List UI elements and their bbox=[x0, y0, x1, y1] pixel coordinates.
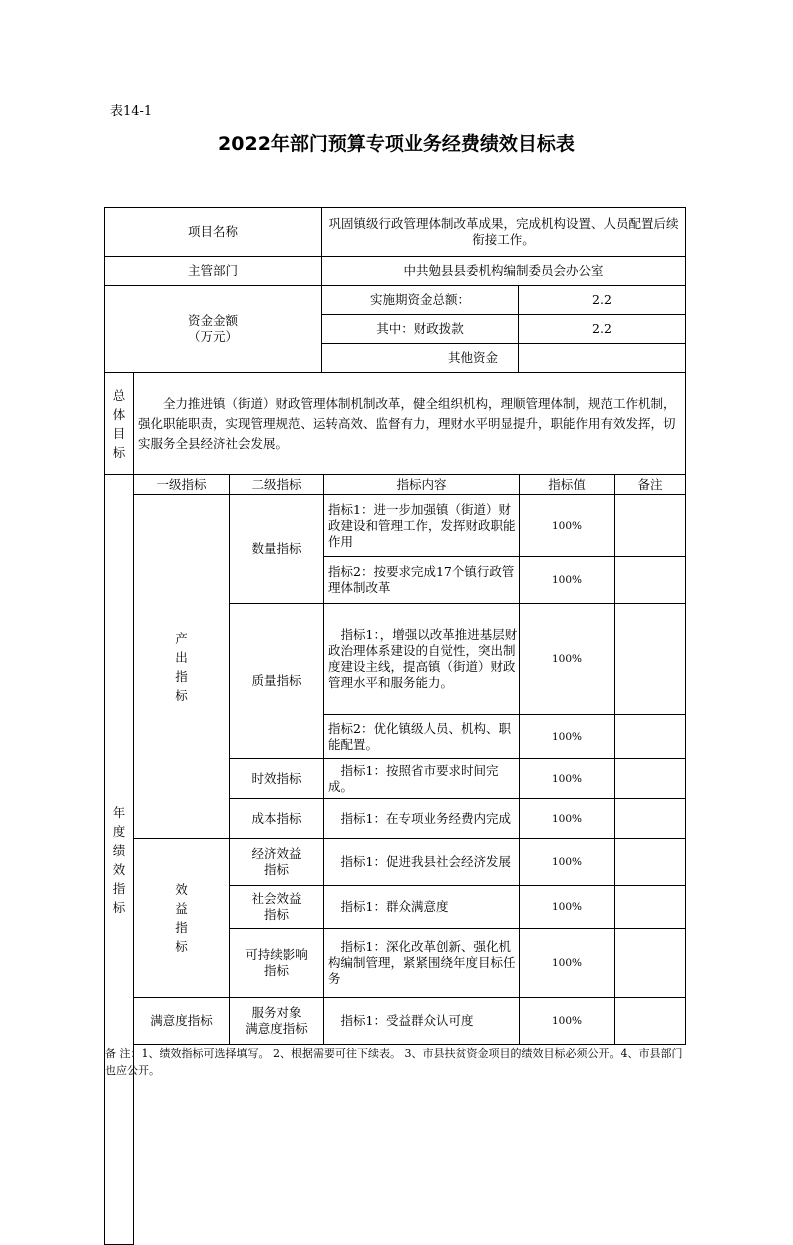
dept-value: 中共勉县县委机构编制委员会办公室 bbox=[321, 256, 686, 286]
table-number: 表14-1 bbox=[110, 104, 153, 119]
row-value: 100% bbox=[519, 798, 615, 839]
row-remark bbox=[614, 928, 686, 998]
l2-quantity: 数量指标 bbox=[229, 494, 324, 604]
l2-quality: 质量指标 bbox=[229, 603, 324, 759]
document-title: 2022年部门预算专项业务经费绩效目标表 bbox=[218, 133, 575, 155]
row-value: 100% bbox=[519, 494, 615, 557]
fund-total-label: 实施期资金总额： bbox=[321, 285, 519, 315]
annual-indicator-label: 年 度 绩 效 指 标 bbox=[104, 474, 134, 1245]
row-remark bbox=[614, 556, 686, 604]
fund-other-value bbox=[518, 343, 686, 373]
header-remark: 备注 bbox=[614, 474, 686, 495]
row-remark bbox=[614, 798, 686, 839]
row-content: 指标1：深化改革创新、强化机构编制管理，紧紧围绕年度目标任务 bbox=[323, 928, 520, 998]
header-content: 指标内容 bbox=[323, 474, 520, 495]
satisfaction-indicator-label: 满意度指标 bbox=[133, 997, 230, 1045]
l2-timeliness: 时效指标 bbox=[229, 758, 324, 799]
row-content: 指标2：优化镇级人员、机构、职能配置。 bbox=[323, 714, 520, 759]
header-value: 指标值 bbox=[519, 474, 615, 495]
row-remark bbox=[614, 603, 686, 715]
row-value: 100% bbox=[519, 556, 615, 604]
dept-label: 主管部门 bbox=[104, 256, 322, 286]
fund-label: 资金金额 （万元） bbox=[104, 285, 322, 373]
fund-fiscal-label: 其中：财政拨款 bbox=[321, 314, 519, 344]
row-content: 指标1：按照省市要求时间完成。 bbox=[323, 758, 520, 799]
l2-social: 社会效益 指标 bbox=[229, 885, 324, 929]
row-remark bbox=[614, 838, 686, 886]
row-remark bbox=[614, 997, 686, 1045]
header-level2: 二级指标 bbox=[229, 474, 324, 495]
row-value: 100% bbox=[519, 603, 615, 715]
overall-goal-label: 总 体 目 标 bbox=[104, 372, 134, 475]
overall-goal-text: 全力推进镇（街道）财政管理体制机制改革，健全组织机构，理顺管理体制，规范工作机制，强化职能职责，实现管理规范、运转高效、监督有力，理财水平明显提升，职能作用有效发挥，切实服务全县经济社会发展。 bbox=[133, 372, 686, 475]
fund-total-value: 2.2 bbox=[518, 285, 686, 315]
fund-fiscal-value: 2.2 bbox=[518, 314, 686, 344]
l2-service: 服务对象 满意度指标 bbox=[229, 997, 324, 1045]
row-content: 指标1：促进我县社会经济发展 bbox=[323, 838, 520, 886]
row-content: 指标1：在专项业务经费内完成 bbox=[323, 798, 520, 839]
l2-economic: 经济效益 指标 bbox=[229, 838, 324, 886]
row-content: 指标1：进一步加强镇（街道）财政建设和管理工作，发挥财政职能作用 bbox=[323, 494, 520, 557]
row-remark bbox=[614, 758, 686, 799]
project-name-label: 项目名称 bbox=[104, 207, 322, 257]
project-name-value: 巩固镇级行政管理体制改革成果，完成机构设置、人员配置后续衔接工作。 bbox=[321, 207, 686, 257]
row-value: 100% bbox=[519, 885, 615, 929]
row-remark bbox=[614, 714, 686, 759]
benefit-indicator-label: 效 益 指 标 bbox=[133, 838, 230, 998]
row-value: 100% bbox=[519, 838, 615, 886]
row-content: 指标1：群众满意度 bbox=[323, 885, 520, 929]
row-value: 100% bbox=[519, 714, 615, 759]
output-indicator-label: 产 出 指 标 bbox=[133, 494, 230, 839]
row-value: 100% bbox=[519, 758, 615, 799]
footnote: 备 注：1、绩效指标可选择填写。 2、根据需要可往下续表。 3、市县扶贫资金项目的绩效目标必须公开。4、市县部门也应公开。 bbox=[105, 1047, 683, 1077]
l2-cost: 成本指标 bbox=[229, 798, 324, 839]
row-value: 100% bbox=[519, 928, 615, 998]
row-content: 指标1：受益群众认可度 bbox=[323, 997, 520, 1045]
row-remark bbox=[614, 885, 686, 929]
row-value: 100% bbox=[519, 997, 615, 1045]
row-content: 指标1：，增强以改革推进基层财政治理体系建设的自觉性，突出制度建设主线，提高镇（街道）财政管理水平和服务能力。 bbox=[323, 603, 520, 715]
row-content: 指标2：按要求完成17个镇行政管理体制改革 bbox=[323, 556, 520, 604]
fund-other-label: 其他资金 bbox=[321, 343, 519, 373]
row-remark bbox=[614, 494, 686, 557]
header-level1: 一级指标 bbox=[133, 474, 230, 495]
l2-sustain: 可持续影响 指标 bbox=[229, 928, 324, 998]
